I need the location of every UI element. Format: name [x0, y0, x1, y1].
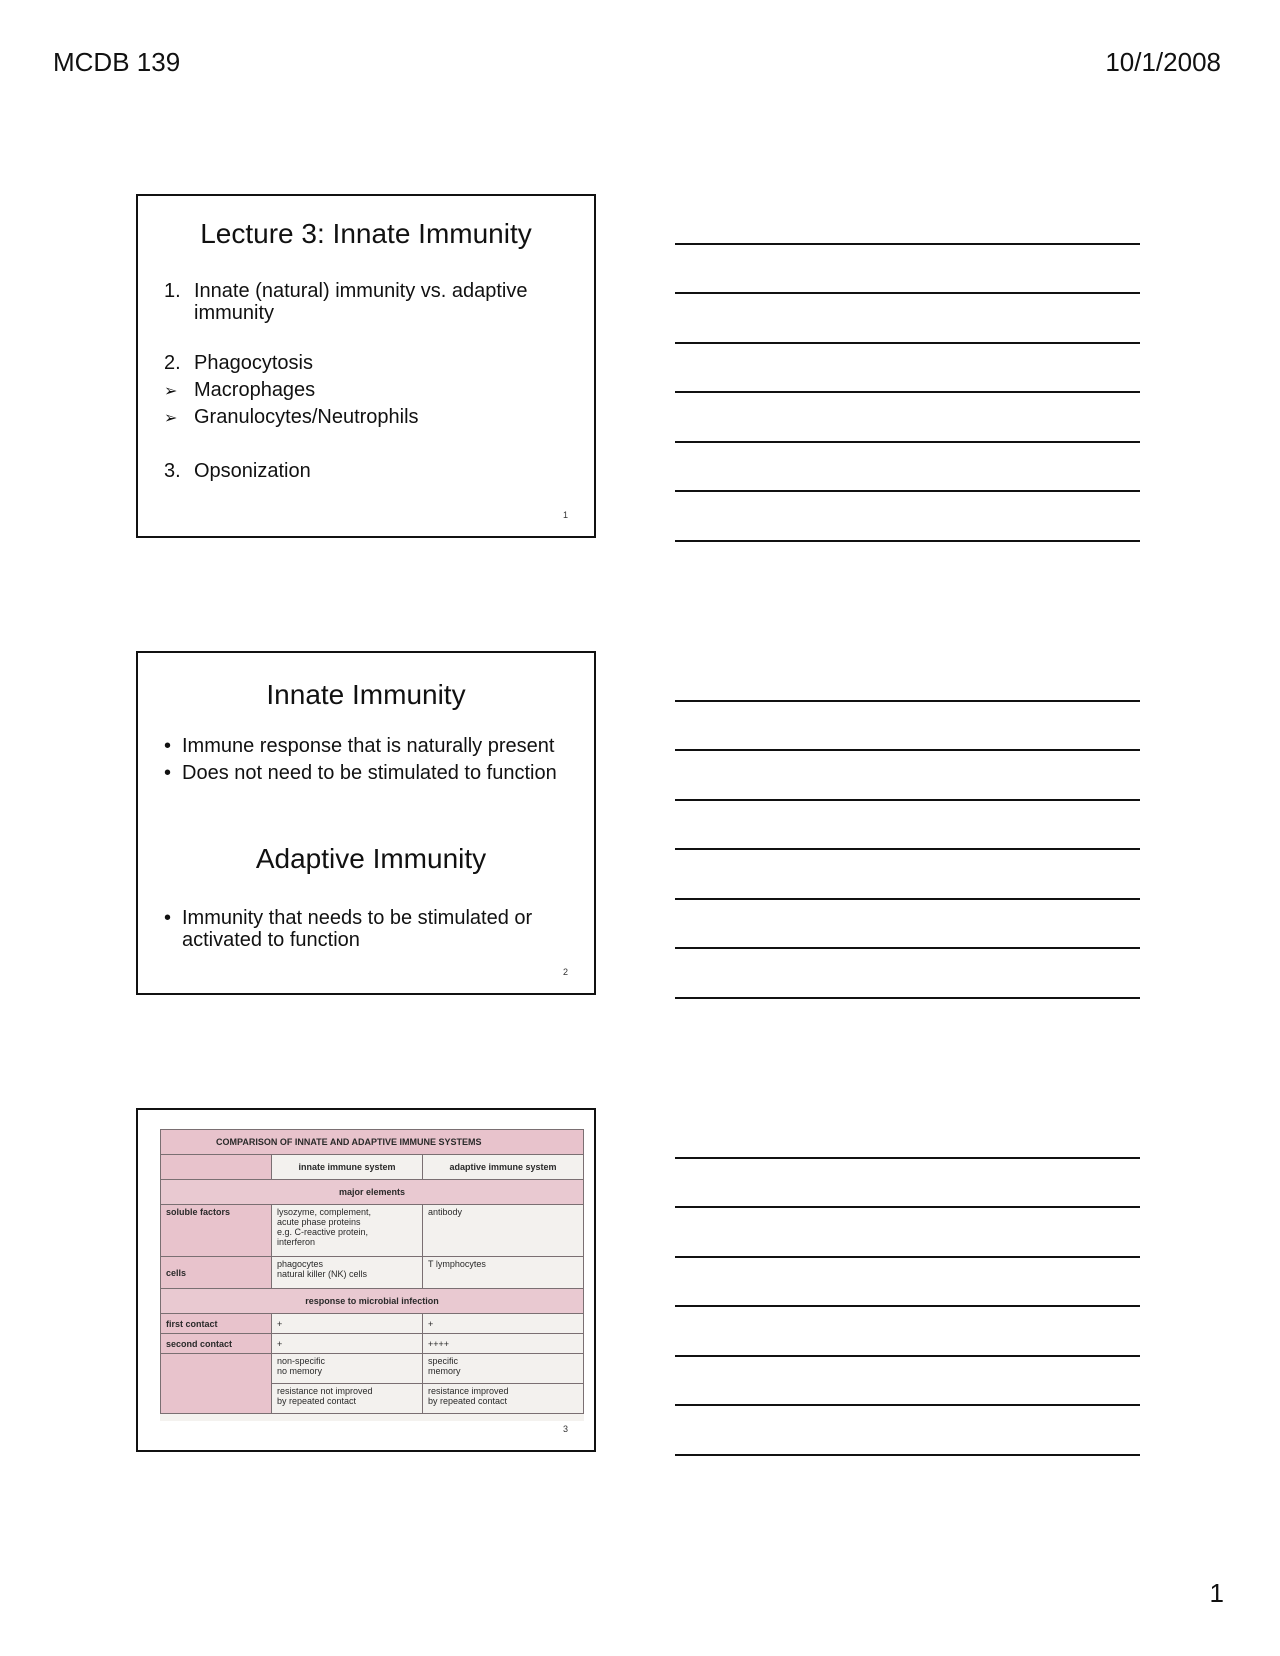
table-cell: specific memory	[423, 1354, 584, 1384]
table-cell: non-specific no memory	[272, 1354, 423, 1384]
note-line	[675, 1256, 1140, 1258]
slide-number: 1	[562, 510, 568, 520]
table-section-header: response to microbial infection	[161, 1289, 584, 1314]
list-item: • Immunity that needs to be stimulated or activated to function	[164, 907, 533, 951]
note-line	[675, 848, 1140, 850]
note-line	[675, 391, 1140, 393]
note-line	[675, 700, 1140, 702]
comparison-table-image	[160, 1129, 584, 1421]
table-cell: ++++	[423, 1334, 584, 1354]
note-line	[675, 1355, 1140, 1357]
list-item: 2. Phagocytosis	[164, 352, 313, 374]
course-header: MCDB 139	[53, 47, 181, 77]
slide-1	[136, 194, 596, 538]
slide-number: 2	[562, 967, 568, 977]
note-line	[675, 243, 1140, 245]
slide-2	[136, 651, 596, 995]
arrow-bullet-icon: ➢	[164, 410, 178, 427]
arrow-bullet-icon: ➢	[164, 383, 178, 400]
list-item: ➢ Macrophages	[164, 379, 316, 401]
table-row-label: second contact	[161, 1334, 272, 1354]
note-line	[675, 1404, 1140, 1406]
slide-number: 3	[562, 1424, 568, 1434]
table-cell: antibody	[423, 1205, 584, 1257]
table-header-innate: innate immune system	[272, 1155, 423, 1180]
note-line	[675, 799, 1140, 801]
note-line	[675, 1206, 1140, 1208]
note-line	[675, 1305, 1140, 1307]
page-number: 1	[1209, 1578, 1224, 1608]
list-item: ➢ Granulocytes/Neutrophils	[164, 406, 419, 428]
table-cell: +	[272, 1334, 423, 1354]
table-cell: resistance not improved by repeated contact	[272, 1384, 423, 1414]
list-item: • Immune response that is naturally present	[164, 735, 555, 757]
note-line	[675, 749, 1140, 751]
table-cell: +	[272, 1314, 423, 1334]
note-line	[675, 540, 1140, 542]
table-cell: T lymphocytes	[423, 1257, 584, 1289]
table-section-header: major elements	[161, 1180, 584, 1205]
note-line	[675, 898, 1140, 900]
slide-3	[136, 1108, 596, 1452]
note-line	[675, 292, 1140, 294]
note-line	[675, 342, 1140, 344]
note-line	[675, 1157, 1140, 1159]
table-title: COMPARISON OF INNATE AND ADAPTIVE IMMUNE SYSTEMS	[161, 1130, 584, 1155]
note-line	[675, 997, 1140, 999]
table-cell: +	[423, 1314, 584, 1334]
comparison-table	[160, 1129, 584, 1414]
slide-title: Innate Immunity	[266, 679, 466, 710]
date-header: 10/1/2008	[1105, 47, 1221, 77]
table-cell: phagocytes natural killer (NK) cells	[272, 1257, 423, 1289]
note-line	[675, 441, 1140, 443]
table-header-adaptive: adaptive immune system	[423, 1155, 584, 1180]
note-line	[675, 490, 1140, 492]
note-line	[675, 1454, 1140, 1456]
slide-subtitle: Adaptive Immunity	[255, 843, 487, 874]
table-row-label: first contact	[161, 1314, 272, 1334]
slide-title: Lecture 3: Innate Immunity	[200, 218, 532, 249]
list-item: 1. Innate (natural) immunity vs. adaptive immunity	[164, 280, 528, 324]
table-cell: resistance improved by repeated contact	[423, 1384, 584, 1414]
table-cell: lysozyme, complement, acute phase proteins e.g. C-reactive protein, interferon	[272, 1205, 423, 1257]
note-line	[675, 947, 1140, 949]
table-row-label: soluble factors	[161, 1205, 272, 1257]
table-row-label: cells	[161, 1257, 272, 1289]
list-item: 3. Opsonization	[164, 460, 311, 482]
list-item: • Does not need to be stimulated to function	[164, 762, 557, 784]
